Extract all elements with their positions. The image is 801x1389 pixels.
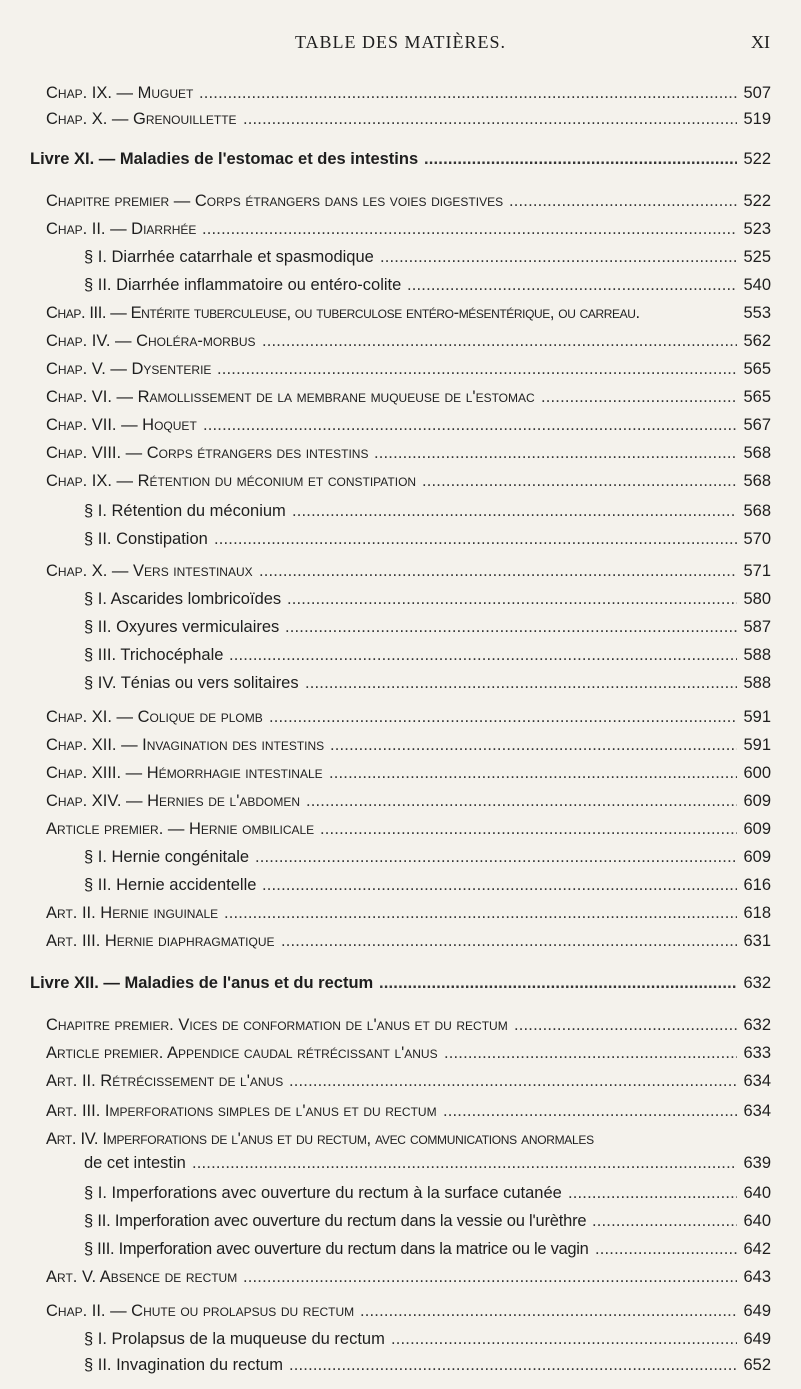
toc-entry: § III. Imperforation avec ouverture du rectum dans la matrice ou le vagin . . . 642 [0, 1236, 801, 1262]
toc-entry: Chap. VI. — Ramollissement de la membrane muqueuse de l'estomac . . . 565 [0, 384, 801, 410]
toc-entry: § I. Ascarides lombricoïdes . . . 580 [0, 586, 801, 612]
toc-entry: Chap. VII. — Hoquet . . . 567 [0, 412, 801, 438]
toc-entry: Chapitre premier. Vices de conformation de l'anus et du rectum . . . 632 [0, 1012, 801, 1038]
toc-entry: § II. Oxyures vermiculaires . . . 587 [0, 614, 801, 640]
toc-entry: § II. Diarrhée inflammatoire ou entéro-colite . . . 540 [0, 272, 801, 298]
toc-entry: Chap. II. — Chute ou prolapsus du rectum . . . 649 [0, 1298, 801, 1324]
toc-entry: Art. II. Hernie inguinale . . . 618 [0, 900, 801, 926]
toc-entry: Chap. II. — Diarrhée . . . 523 [0, 216, 801, 242]
toc-entry: Chap. XII. — Invagination des intestins . . . 591 [0, 732, 801, 758]
toc-entry: § IV. Ténias ou vers solitaires . . . 588 [0, 670, 801, 696]
toc-entry: § II. Constipation . . . 570 [0, 526, 801, 552]
toc-entry: Art. II. Rétrécissement de l'anus . . . 634 [0, 1068, 801, 1094]
toc-entry: § II. Imperforation avec ouverture du rectum dans la vessie ou l'urèthre . . . 640 [0, 1208, 801, 1234]
toc-entry: Chap. V. — Dysenterie . . . 565 [0, 356, 801, 382]
toc-entry: Chap. XIII. — Hémorrhagie intestinale . . . 600 [0, 760, 801, 786]
toc-entry: § I. Diarrhée catarrhale et spasmodique . . . 525 [0, 244, 801, 270]
toc-entry: § I. Prolapsus de la muqueuse du rectum . . . 649 [0, 1326, 801, 1352]
toc-entry: Chap. IX. — Muguet . . . 507 [0, 80, 801, 106]
toc-entry: § I. Rétention du méconium . . . 568 [0, 498, 801, 524]
toc-entry: Chapitre premier — Corps étrangers dans les voies digestives . . . 522 [0, 188, 801, 214]
page-title: TABLE DES MATIÈRES. [294, 32, 507, 52]
toc-book-heading: Livre XI. — Maladies de l'estomac et des intestins . . . 522 [0, 146, 801, 172]
toc-entry: Art. III. Imperforations simples de l'anus et du rectum . . . 634 [0, 1098, 801, 1124]
toc-entry: Art. IV. Imperforations de l'anus et du rectum, avec communications anormales [46, 1130, 594, 1148]
toc-entry: Chap. XI. — Colique de plomb . . . 591 [0, 704, 801, 730]
toc-entry: § II. Invagination du rectum . . . 652 [0, 1352, 801, 1378]
toc-entry: Chap. X. — Vers intestinaux . . . 571 [0, 558, 801, 584]
page-header [0, 32, 801, 56]
toc-entry-continuation: de cet intestin . . . 639 [0, 1150, 801, 1176]
toc-entry: Chap. IX. — Rétention du méconium et constipation . . . 568 [0, 468, 801, 494]
toc-entry: Chap. III. — Entérite tuberculeuse, ou tuberculose entéro-mésentérique, ou carreau. 553 [46, 304, 771, 322]
toc-entry: Art. V. Absence de rectum . . . 643 [0, 1264, 801, 1290]
toc-entry: Article premier. Appendice caudal rétrécissant l'anus . . . 633 [0, 1040, 801, 1066]
toc-entry: § III. Trichocéphale . . . 588 [0, 642, 801, 668]
page-number: XI [751, 32, 770, 52]
toc-entry: § II. Hernie accidentelle . . . 616 [0, 872, 801, 898]
toc-entry: Art. III. Hernie diaphragmatique . . . 631 [0, 928, 801, 954]
toc-entry: § I. Imperforations avec ouverture du rectum à la surface cutanée . . . 640 [0, 1180, 801, 1206]
toc-book-heading: Livre XII. — Maladies de l'anus et du rectum . . . 632 [0, 970, 801, 996]
toc-entry: Chap. X. — Grenouillette . . . 519 [0, 106, 801, 132]
toc-entry: § I. Hernie congénitale . . . 609 [0, 844, 801, 870]
toc-entry: Chap. VIII. — Corps étrangers des intestins . . . 568 [0, 440, 801, 466]
toc-entry: Article premier. — Hernie ombilicale . . . 609 [0, 816, 801, 842]
toc-entry: Chap. XIV. — Hernies de l'abdomen . . . 609 [0, 788, 801, 814]
toc-entry: Chap. IV. — Choléra-morbus . . . 562 [0, 328, 801, 354]
